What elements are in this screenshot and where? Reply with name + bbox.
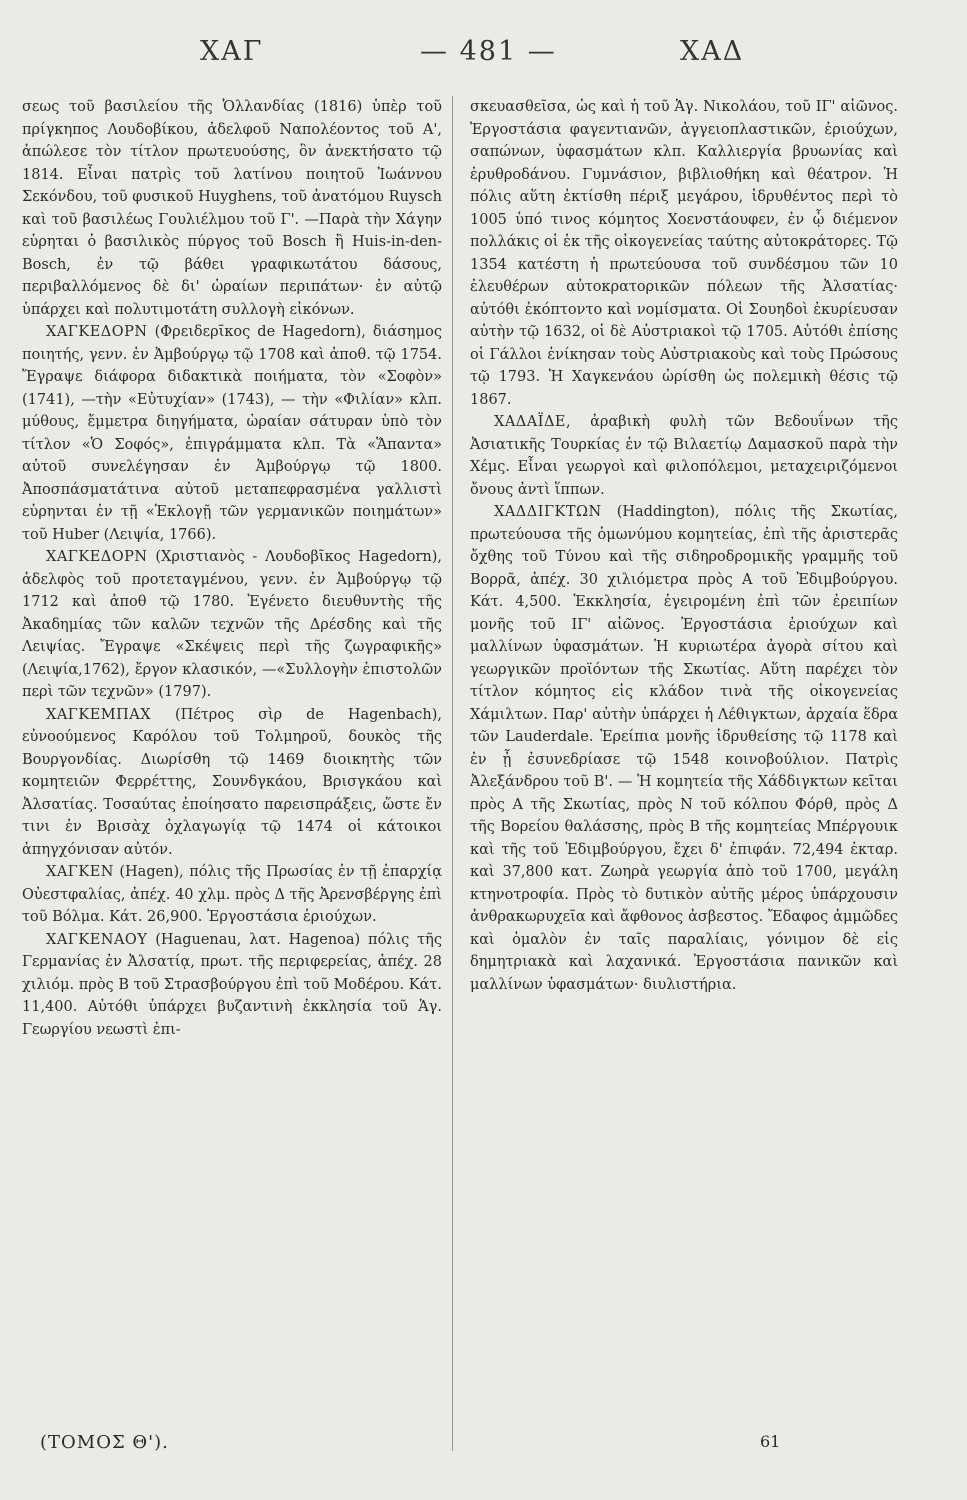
entry-headword: ΧΑΓΚΕΝ xyxy=(46,864,114,880)
volume-signature: (ΤΟΜΟΣ Θ'). xyxy=(40,1432,169,1453)
entry-body: (Haguenau, λατ. Hagenoa) πόλις τῆς Γερμανίας ἐν Ἀλσατίᾳ, πρωτ. τῆς περιφερείας, ἀπέχ. 28 χιλιόμ. πρὸς Β τοῦ Στρασβούργου ἐπὶ τοῦ Μοδέρου. Κάτ. 11,400. Αὐτόθι ὑπάρχει βυζαντινὴ ἐκκλησία τοῦ Ἁγ. Γεωργίου νεωστὶ ἐπι- xyxy=(22,931,442,1038)
header-page-number: — 481 — xyxy=(420,36,557,67)
entry-haguenau xyxy=(22,929,442,1042)
entry-haddington xyxy=(470,501,898,996)
entry-body: (Φρειδερῖκος de Hagedorn), διάσημος ποιητής, γενν. ἐν Ἀμβούργῳ τῷ 1708 καὶ ἀποθ. τῷ 1754. Ἔγραψε διάφορα διδακτικὰ ποιήματα, τὸν «Σοφὸν» (1741), —τὴν «Εὐτυχίαν» (1743), — τὴν «Φιλίαν» κλπ. μύθους, ἔμμετρα διηγήματα, ὡραίαν σάτυραν ὑπὸ τὸν τίτλον «Ὁ Σοφός», ἐπιγράμματα κλπ. Τὰ «Ἅπαντα» αὐτοῦ συνελέγησαν ἐν Ἀμβούργῳ τῷ 1800. Ἀποσπάσματάτινα αὐτοῦ μεταπεφρασμένα γαλλιστὶ εὑρηνται ἐν τῇ «Ἐκλογῇ τῶν γερμανικῶν ποιημάτων» τοῦ Huber (Λειψία, 1766). xyxy=(22,324,443,543)
entry-headword: ΧΑΓΚΕΝΑΟΥ xyxy=(46,931,148,948)
column-divider xyxy=(452,96,453,1451)
entry-headword: ΧΑΓΚΕΔΟΡΝ xyxy=(46,324,148,340)
continuation-paragraph: σκευασθεῖσα, ὡς καὶ ἡ τοῦ Ἁγ. Νικολάου, τοῦ ΙΓ' αἰῶνος. Ἐργοστάσια φαγεντιανῶν, ἀγγειοπλαστικῶν, ἐριούχων, σαπώνων, ὑφασμάτων κλπ. Καλλιεργία βρυωνίας καὶ ἐρυθροδάνου. Γυμνάσιον, βιβλιοθήκη καὶ θέατρον. Ἡ πόλις αὕτη ἐκτίσθη πέριξ μεγάρου, ἱδρυθέντος περὶ τὸ 1005 ὑπό τινος κόμητος Χοενστάουφεν, ἐν ᾧ διέμενον πολλάκις οἱ ἐκ τῆς οἰκογενείας ταύτης αὐτοκράτορες. Τῷ 1354 κατέστη ἡ πρωτεύουσα τοῦ συνδέσμου τῶν 10 ἐλευθέρων αὐτοκρατορικῶν πόλεων τῆς Ἀλσατίας· αὐτόθι ἐκόπτοντο καὶ νομίσματα. Οἱ Σουηδοὶ ἐκυρίευσαν αὐτὴν τῷ 1632, οἱ δὲ Αὐστριακοὶ τῷ 1705. Αὐτόθι ἐπίσης οἱ Γάλλοι ἐνίκησαν τοὺς Αὐστριακοὺς καὶ τοὺς Πρώσους τῷ 1793. Ἡ Χαγκενάου ὡρίσθη ὡς πολεμικὴ θέσις τῷ 1867. xyxy=(470,99,898,408)
entry-body: (Hagen), πόλις τῆς Πρωσίας ἐν τῇ ἐπαρχίᾳ Οὐεστφαλίας, ἀπέχ. 40 χλμ. πρὸς Δ τῆς Ἀρενσβέργης ἐπὶ τοῦ Βόλμα. Κάτ. 26,900. Ἐργοστάσια ἐριούχων. xyxy=(22,864,442,925)
entry-hagedorn-christian xyxy=(22,546,442,704)
entry-body: , ἀραβικὴ φυλὴ τῶν Βεδουΐνων τῆς Ἀσιατικῆς Τουρκίας ἐν τῷ Βιλαετίῳ Δαμασκοῦ παρὰ τὴν Χέμς. Εἶναι γεωργοὶ καὶ φιλοπόλεμοι, μεταχειριζόμενοι ὄνους ἀντὶ ἵππων. xyxy=(470,414,898,498)
running-header xyxy=(0,36,967,86)
entry-headword: ΧΑΓΚΕΜΠΑΧ xyxy=(46,706,152,723)
entry-hagenbach xyxy=(22,704,442,862)
entry-hadaide xyxy=(470,411,898,501)
left-column xyxy=(22,96,442,1041)
continuation-paragraph: σεως τοῦ βασιλείου τῆς Ὁλλανδίας (1816) ὑπὲρ τοῦ πρίγκηπος Λουδοβίκου, ἀδελφοῦ Ναπολέοντος τοῦ Α', ἀπώλεσε τὸν τίτλον πρωτευούσης, ὃν ἀνεκτήσατο τῷ 1814. Εἶναι πατρὶς τοῦ λατίνου ποιητοῦ Ἰωάννου Σεκόνδου, τοῦ φυσικοῦ Huyghens, τοῦ ἀνατόμου Ruysch καὶ τοῦ βασιλέως Γουλιέλμου τοῦ Γ'. —Παρὰ τὴν Χάγην εὑρηται ὁ βασιλικὸς πύργος τοῦ Bosch ἢ Huis-in-den-Bosch, ἐν τῷ βάθει γραφικωτάτου δάσους, περιβαλλόμενος δὲ δι' ὡραίων περιπάτων· ἐν αὐτῷ ὑπάρχει καὶ πολυτιμοτάτη συλλογὴ εἰκόνων. xyxy=(22,99,442,318)
header-left-guide-word: ΧΑΓ xyxy=(200,36,264,67)
entry-body: (Haddington), πόλις τῆς Σκωτίας, πρωτεύουσα τῆς ὁμωνύμου κομητείας, ἐπὶ τῆς ἀριστερᾶς ὄχθης τοῦ Τύνου καὶ τῆς σιδηροδρομικῆς γραμμῆς τοῦ Βορρᾶ, ἀπέχ. 30 χιλιόμετρα πρὸς Α τοῦ Ἐδιμβούργου. Κάτ. 4,500. Ἐκκλησία, ἐγειρομένη ἐπὶ τῶν ἐρειπίων μονῆς τοῦ ΙΓ' αἰῶνος. Ἐργοστάσια ἐριούχων καὶ μαλλίνων ὑφασμάτων. Ἡ κυριωτέρα ἀγορὰ σίτου καὶ γεωργικῶν προϊόντων τῆς Σκωτίας. Αὕτη παρέχει τὸν τίτλον κόμητος εἰς κλάδον τινὰ τῆς οἰκογενείας Χάμιλτων. Παρ' αὐτὴν ὑπάρχει ἡ Λέθιγκτων, ἀρχαία ἕδρα τῶν Lauderdale. Ἐρείπια μονῆς ἱδρυθείσης τῷ 1178 καὶ ἐν ᾗ ἐσυνεδρίασε τῷ 1548 κοινοβούλιον. Πατρὶς Ἀλεξάνδρου τοῦ Β'. — Ἡ κομητεία τῆς Χάδδιγκτων κεῖται πρὸς Α τῆς Σκωτίας, πρὸς Ν τοῦ κόλπου Φόρθ, πρὸς Δ τῆς Βορείου θαλάσσης, πρὸς Β τῆς κομητείας Μπέργουικ καὶ τῆς τοῦ Ἐδιμβούργου, ἔχει δ' ἐπιφάν. 72,494 ἐκταρ. καὶ 37,800 κατ. Ζωηρὰ γεωργία ἀπὸ τοῦ 1700, μεγάλη κτηνοτροφία. Πρὸς τὸ δυτικὸν αὐτῆς μέρος ὑπάρχουσιν ἀνθρακωρυχεῖα καὶ ἄφθονος ἀσβεστος. Ἔδαφος ἀμμῶδες καὶ ὁμαλὸν ἐν ταῖς παραλίαις, γόνιμον δὲ εἰς δημητριακὰ καὶ λαχανικά. Ἐργοστάσια πανικῶν καὶ μαλλίνων ὑφασμάτων· διυλιστήρια. xyxy=(470,504,898,993)
entry-headword: ΧΑΓΚΕΔΟΡΝ xyxy=(46,549,148,565)
header-right-guide-word: ΧΑΔ xyxy=(680,36,745,67)
entry-headword: ΧΑΔΔΙΓΚΤΩΝ xyxy=(494,504,602,520)
entry-body: (Χριστιανὸς - Λουδοβῖκος Hagedorn), ἀδελφὸς τοῦ προτεταγμένου, γενν. ἐν Ἀμβούργῳ τῷ 1712 καὶ ἀποθ τῷ 1780. Ἐγένετο διευθυντὴς τῆς Ἀκαδημίας τῶν καλῶν τεχνῶν τῆς Δρέσδης καὶ τῆς Λειψίας. Ἔγραψε «Σκέψεις περὶ τῆς ζωγραφικῆς» (Λειψία,1762), ἔργον κλασικόν, —«Συλλογὴν ἐπιστολῶν περὶ τῶν τεχνῶν» (1797). xyxy=(22,549,442,700)
entry-hagen xyxy=(22,861,442,929)
entry-hagedorn-friedrich xyxy=(22,321,442,546)
entry-body: (Πέτρος σὶρ de Hagenbach), εὐνοούμενος Καρόλου τοῦ Τολμηροῦ, δουκὸς τῆς Βουργονδίας. Διωρίσθη τῷ 1469 διοικητὴς τῶν κομητειῶν Φερρέττης, Σουνδγκάου, Βρισγκάου καὶ Ἀλσατίας. Τοσαύτας ἐποίησατο παρεισπράξεις, ὥστε ἔν τινι ἐν Βρισὰχ ὀχλαγωγίᾳ τῷ 1474 οἱ κάτοικοι ἀπηγχόνισαν αὐτόν. xyxy=(22,706,443,858)
entry-headword: ΧΑΔΑΪΔΕ xyxy=(494,414,567,430)
gathering-number: 61 xyxy=(760,1432,781,1451)
right-column xyxy=(470,96,898,996)
